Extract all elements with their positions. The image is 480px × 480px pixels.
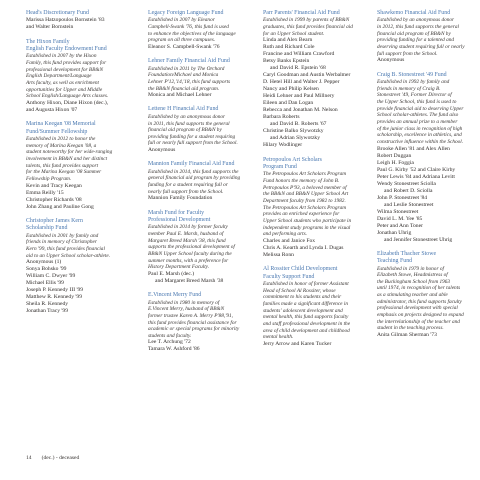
fund-description (377, 79, 480, 146)
donor-name: and Adrian Slywotzky (270, 135, 321, 142)
donor-name: and David R. Epstein '68 (270, 65, 326, 72)
donor-list (148, 195, 254, 202)
fund-entry (377, 251, 480, 339)
donor-list (26, 183, 132, 211)
donor-name: Charles and Janice Fox (263, 237, 316, 244)
fund-description-line: aid to an Upper School scholar-athlete. (26, 252, 111, 259)
donor-name: Peter and Ann Toner (377, 222, 423, 229)
fund-title-line: E.Vincent Merry Fund (148, 292, 202, 299)
fund-title-line: Faculty Support Fund (263, 273, 315, 280)
fund-description-line: providing funding for a student requiring (148, 133, 236, 140)
fund-entry (26, 121, 132, 210)
donor-name: and Leslie Stonestreet (384, 201, 434, 208)
fund-description-line: Stonestreet '49, Former Director of (377, 92, 452, 99)
fund-title-line: English Faculty Endowment Fund (26, 46, 107, 52)
donor-name: Ruth and Richard Cole (263, 44, 315, 51)
fund-title (26, 39, 132, 54)
donor-name: Kevin and Tracy Keegan (26, 182, 82, 189)
fund-description-line: full or nearly full support from the School. (148, 140, 238, 147)
fund-title (26, 10, 132, 17)
fund-description-line: Established in 2014 by former faculty (148, 224, 228, 231)
fund-title-line: Scholarship Fund (26, 225, 68, 232)
fund-description-line: Margaret Breed Marsh '38, this fund (148, 237, 226, 244)
fund-description-line: BB&N Upper School faculty during the (148, 250, 232, 257)
donor-list (148, 147, 254, 154)
fund-entry (263, 157, 369, 259)
fund-entry (263, 10, 369, 149)
fund-description-line: nearly full support from the School. (148, 188, 224, 195)
fund-description (263, 17, 369, 37)
fund-description-line: financial aid program of BB&N by (148, 127, 222, 134)
fund-description-line: Upper School students who participate in (263, 217, 352, 224)
donor-name: Paul E. Marsh (dec.) (148, 270, 195, 277)
fund-title-line: Lettene H Financial Aid Fund (148, 106, 219, 113)
fund-title (148, 292, 254, 299)
fund-description-line: full support from the School. (377, 50, 438, 57)
fund-description-line: and staff professional development in the (263, 320, 351, 327)
fund-description-line: Established in 2001 by family and (26, 232, 99, 239)
fund-description-line: provide financial aid to deserving Upper (377, 105, 464, 112)
fund-entry (26, 218, 132, 315)
fund-title-line: Program Fund (263, 163, 297, 170)
donor-list (263, 238, 369, 259)
fund-description-line: Fund honors the memory of John B. (263, 178, 340, 185)
fund-description-line: friends in memory of Craig B. (377, 85, 441, 92)
fund-description-line: scholarship, excellence in athletics, and (377, 132, 462, 139)
fund-description-line: until 1974, in recognition of her talents (377, 285, 461, 292)
fund-description-line: student noteworthy for her wide-ranging (26, 149, 113, 156)
donor-name: David L. M. Yee '85 (377, 215, 423, 222)
donor-name: Joseph P. Kennedy III '99 (26, 287, 84, 294)
fund-description (377, 266, 480, 333)
fund-title-line: Christopher James Kern (26, 217, 83, 224)
fund-description-line: in 2012, this fund supports the general (377, 24, 459, 31)
donor-list (263, 37, 369, 149)
fund-description-line: The Petropoulos Art Scholars Program (263, 171, 347, 178)
fund-description-line: in 2011, this fund supports the general (148, 120, 230, 127)
fund-title (377, 251, 480, 266)
fund-entry (148, 10, 254, 51)
fund-description-line: Established in 2007 by Eleanor (148, 17, 215, 24)
fund-description (263, 171, 369, 238)
fund-description-line: student in the teaching process. (377, 325, 444, 332)
fund-description-line: Petropoulos P'93, a beloved member of (263, 184, 347, 191)
donor-name: and David B. Roberts '67 (270, 121, 327, 128)
donor-list (26, 259, 132, 315)
fund-title (263, 266, 369, 281)
fund-title-line: Teaching Fund (377, 258, 413, 265)
donor-name: Jonathan Tracy '99 (26, 308, 69, 315)
fund-title (148, 106, 254, 113)
fund-description-line: opportunities for Upper and Middle (26, 86, 103, 93)
fund-description-line: families made a significant difference in (263, 300, 348, 307)
fund-description-line: friends in memory of Christopher (26, 239, 97, 246)
fund-description-line: providing funding for a talented and (377, 37, 455, 44)
fund-description-line: School English/Language Arts classes. (26, 93, 109, 100)
fund-description-line: The Petropoulos Art Scholars Program (263, 204, 347, 211)
page-number: 14 (26, 455, 32, 461)
donor-name: Robert Duggan (377, 152, 412, 159)
fund-description-line: former trustee Karen A. Merry P'88,'91, (148, 312, 233, 319)
fund-title (26, 121, 132, 136)
donor-name: and Walter Bornstein (26, 24, 74, 31)
fund-description (26, 53, 132, 100)
fund-description-line: deserving student requiring full or nearly (377, 44, 465, 51)
fund-description-line: students and faculty. (148, 332, 192, 339)
fund-description (148, 300, 254, 340)
fund-description-line: summer months, with a preference for (148, 257, 229, 264)
fund-description-line: E.Vincent Merry, husband of BB&N (148, 306, 225, 313)
fund-entry (148, 292, 254, 353)
fund-description-line: graduates, this fund provides financial aid (263, 24, 353, 31)
fund-description (148, 224, 254, 271)
fund-description-line: the interrelationship of the teacher and (377, 318, 460, 325)
fund-description-line: the Buckingham School from 1963 (377, 278, 451, 285)
fund-description-line: mental health. (263, 334, 294, 341)
donor-name: Anonymous (377, 57, 405, 64)
donor-name: Matthew R. Kennedy '99 (26, 294, 83, 301)
donor-name: Jonathan Uhrig (377, 229, 412, 236)
donor-name: Nancy and Philip Kelsen (263, 86, 319, 93)
fund-description-line: Kern '99, this fund provides financial (26, 245, 105, 252)
fund-entry (377, 10, 480, 64)
fund-description-line: member Paul E. Marsh, husband of (148, 231, 224, 237)
fund-description-line: program on all three campuses. (148, 37, 216, 44)
fund-description-line: general financial aid program by providing (148, 175, 241, 182)
donor-name: Heidi Lehner and Paul Millnery (263, 93, 335, 100)
fund-description-line: Established in 1980 in memory of (148, 299, 220, 306)
fund-description-line: Established in 2012 to honor the (26, 136, 96, 142)
fund-description-line: to enhance the objectives of the language (148, 30, 236, 37)
donor-name: Marissa Hatzopoulos Bornstein '83 (26, 17, 105, 24)
fund-description-line: financial aid program of BB&N by (377, 30, 451, 37)
fund-description (148, 114, 254, 147)
fund-title-line: Professional Development (148, 216, 211, 223)
fund-description-line: Established by an anonymous donor (377, 17, 455, 24)
fund-title (148, 10, 254, 17)
fund-description-line: professional development for BB&N (26, 66, 104, 73)
fund-title (148, 210, 254, 225)
donor-name: and Margaret Breed Marsh '38 (155, 277, 224, 284)
fund-description-line: professional development with special (377, 305, 458, 312)
fund-description-line: for the Marina Keegan '08 Summer (26, 169, 102, 176)
donor-name: Emma Reilly '15 (26, 189, 64, 196)
fund-entry (148, 106, 254, 154)
fund-title-line: Head's Discretionary Fund (26, 10, 89, 16)
fund-entry (26, 10, 132, 31)
donor-name: Anonymous (1) (26, 259, 62, 266)
fund-description-line: mental health, this fund supports faculty (263, 314, 349, 321)
fund-description-line: the BB&N financial aid program. (148, 85, 220, 92)
fund-description-line: area of child development and childhood (263, 327, 350, 334)
donor-list (26, 17, 132, 31)
fund-description-line: Established in honor of former Assistant (263, 280, 349, 287)
donor-name: Eleanor S. Campbell-Swank '76 (148, 44, 220, 51)
donor-list (377, 146, 480, 244)
donor-name: Lee T. Archung '72 (148, 339, 191, 346)
fund-description-line: administrator, this fund supports faculty (377, 298, 462, 305)
fund-description-line: Lehner P'12,'14,'18, this fund supports (148, 78, 231, 85)
fund-description-line: Established in 1999 by parents of BB&N (263, 17, 350, 24)
fund-title-line: Lehner Family Financial Aid Fund (148, 58, 230, 65)
column-3 (263, 10, 369, 355)
fund-description-line: Foundation/Michael and Monica (148, 72, 219, 79)
fund-description (263, 281, 369, 341)
fund-description-line: Arts faculty, as well as enrichment (26, 80, 99, 87)
fund-description-line: memory of Marina Keegan '08, a (26, 142, 97, 149)
donor-name: Michael Ellis '99 (26, 280, 64, 287)
donor-list (377, 332, 480, 339)
fund-description-line: English Department/Language (26, 73, 92, 80)
fund-entry (148, 58, 254, 99)
fund-description-line: Elizabeth Stowe, Headmistress of (377, 272, 448, 279)
donor-name: Linda and Alex Bearn (263, 37, 313, 44)
donor-list (148, 339, 254, 353)
column-4 (377, 10, 480, 346)
fund-description (377, 17, 480, 57)
fund-description (26, 136, 132, 183)
fund-description-line: academic or special programs for minority (148, 326, 240, 333)
donor-name: Anonymous (148, 147, 176, 154)
fund-description-line: involvement in BB&N and her distinct (26, 155, 108, 162)
donor-name: Paul G. Kirby '52 and Claire Kirby (377, 166, 456, 173)
fund-description-line: funding for a student requiring full or (148, 182, 228, 189)
donor-list (148, 44, 254, 51)
fund-description-line: for an Upper School student. (263, 30, 325, 37)
donor-list (148, 271, 254, 285)
donor-name: Chris A. Kearth and Lynda I. Dugas (263, 244, 344, 251)
donor-name: John Zhang and Pauline Gong (26, 203, 94, 210)
fund-entry (148, 210, 254, 285)
fund-title-line: Fund/Summer Fellowship (26, 128, 88, 135)
column-2 (148, 10, 254, 361)
fund-title-line: Mannion Family Financial Aid Fund (148, 161, 235, 168)
fund-title-line: Al Rossiter Child Development (263, 266, 338, 273)
fund-description (148, 66, 254, 93)
fund-description-line: Head of School Al Rossiter, whose (263, 287, 336, 294)
donor-name: Sheila R. Kennedy (26, 301, 69, 308)
fund-description-line: the Upper School, this fund is used to (377, 98, 457, 105)
donor-name: Mannion Family Foundation (148, 195, 213, 202)
fund-description-line: of the junior class in recognition of high (377, 125, 463, 132)
fund-description-line: School scholar-athletes. The fund also (377, 112, 459, 119)
fund-description-line: and performing arts. (263, 231, 307, 238)
donor-name: Rebecca and Jonathan M. Nelson (263, 107, 338, 114)
fund-description-line: emphasis on projects designed to expand (377, 312, 464, 319)
fund-title-line: Marina Keegan '08 Memorial (26, 121, 96, 128)
donor-name: Christopher Richards '08 (26, 196, 82, 203)
fund-title-line: The Hixon Family (26, 38, 70, 45)
fund-description-line: talents, this fund provides support (26, 162, 99, 169)
fund-title (263, 157, 369, 172)
donor-name: D. Hetel Hill and Walter J. Pepper (263, 79, 340, 86)
fund-title-line: Shawkemo Financial Aid Fund (377, 10, 451, 16)
fund-description-line: constructive influence within the School. (377, 138, 464, 145)
deceased-legend: (dec.) - deceased (41, 455, 80, 461)
donor-name: Leigh H. Foggia (377, 159, 414, 166)
fund-title (377, 72, 480, 79)
fund-description (148, 169, 254, 196)
donor-name: Hilary Wodlinger (263, 142, 303, 149)
donor-name: Anthony Hixon, Diane Hixon (dec.), (26, 100, 109, 106)
column-1 (26, 10, 132, 322)
donor-name: Tamara W. Ashford '86 (148, 346, 200, 353)
fund-description-line: the BB&N and BB&N Upper School Art (263, 191, 349, 198)
fund-title-line: Elizabeth Thacher Stowe (377, 250, 437, 257)
donor-name: Caryl Goodman and Austin Werbalmer (263, 72, 351, 79)
donor-name: Betsy Banks Epstein (263, 58, 310, 65)
donor-name: Melissa Ronn (263, 251, 294, 258)
fund-description-line: as a stimulating teacher and able (377, 292, 448, 299)
donor-name: Brooke Allen '81 and Alex Allen (377, 145, 450, 152)
fund-description-line: students' adolescent development and (263, 307, 343, 314)
donor-list (148, 92, 254, 99)
fund-title-line: Craig B. Stonestreet '49 Fund (377, 71, 447, 78)
fund-description-line: supports the professional development of (148, 244, 235, 251)
donor-name: Francine and William Crawford (263, 51, 335, 58)
fund-title (148, 58, 254, 65)
fund-title-line: Parr Parents' Financial Aid Fund (263, 10, 340, 16)
fund-title-line: Marsh Fund for Faculty (148, 209, 205, 216)
donor-name: Peter Lewis '84 and Adriana Levitt (377, 173, 455, 180)
fund-description-line: this fund provides financial assistance for (148, 319, 237, 326)
fund-title-line: Legacy Foreign Language Fund (148, 10, 224, 16)
fund-entry (377, 72, 480, 244)
fund-description (26, 233, 132, 260)
donor-name: Wilma Stonestreet (377, 208, 419, 215)
donor-name: Jerry Arrow and Karen Tucker (263, 340, 332, 347)
fund-title (148, 161, 254, 168)
fund-entry (148, 161, 254, 202)
fund-description-line: Established in 1992 by family and (377, 78, 450, 85)
donor-name: Wendy Stonestreet Sciolla (377, 180, 436, 187)
fund-entry (26, 39, 132, 114)
fund-description-line: Established in 2007 by the Hixon (26, 53, 97, 60)
donor-name: Sonya Bohsko '99 (26, 266, 67, 273)
donor-name: William C. Dwyer '99 (26, 273, 76, 280)
donor-name: Anita Gilman Sherman '73 (377, 332, 437, 339)
fund-description-line: Fellowship Program. (26, 175, 72, 182)
page-footer (26, 455, 79, 462)
fund-description-line: Campbell-Swank '76, this fund is used (148, 24, 229, 31)
donor-list (26, 100, 132, 114)
donor-list (377, 57, 480, 64)
donor-name: Barbara Roberts (263, 114, 300, 121)
fund-description-line: provides an annual prize to a member (377, 118, 458, 125)
fund-description-line: provides an enriched experience for (263, 211, 340, 218)
donor-list (263, 341, 369, 348)
donor-name: Christine Balko Slywotzky (263, 128, 324, 135)
fund-description-line: Established by an anonymous donor (148, 113, 226, 120)
fund-description-line: Department faculty from 1982 to 1982. (263, 198, 346, 204)
donor-name: and Robert D. Sciolla (384, 187, 433, 194)
donor-name: Eileen and Dan Logan (263, 100, 314, 107)
fund-title (26, 218, 132, 233)
fund-description-line: Established in 2014, this fund supports the (148, 168, 239, 175)
fund-entry (263, 266, 369, 348)
fund-description-line: commitment to his students and their (263, 294, 342, 301)
fund-description (148, 17, 254, 44)
fund-description-line: Established in 2011 by The Orchard (148, 65, 225, 72)
fund-description-line: Established in 1979 in honor of (377, 265, 444, 272)
donor-name: and Augusta Hixon '07 (26, 107, 78, 113)
donor-name: and Jennifer Stonestreet Uhrig (384, 236, 453, 243)
donor-name: Monica and Michael Lehner (148, 92, 212, 99)
donor-name: John P. Stonestreet '84 (377, 194, 428, 201)
fund-description-line: independent study programs in the visual (263, 224, 351, 231)
fund-description-line: Family, this fund provides support for (26, 60, 107, 67)
fund-title (377, 10, 480, 17)
fund-description-line: History Department Faculty. (148, 264, 210, 271)
fund-title-line: Petropoulos Art Scholars (263, 156, 322, 163)
